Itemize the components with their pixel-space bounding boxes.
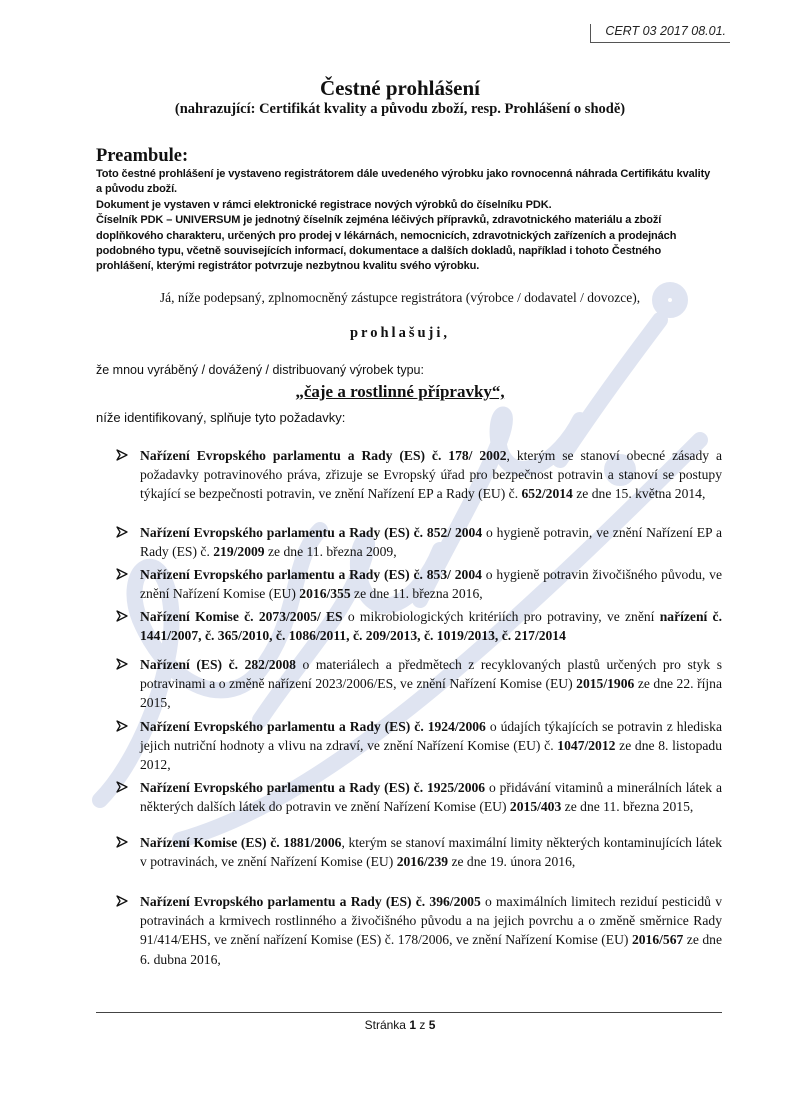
- regulation-item: [116, 607, 722, 645]
- arrow-bullet-icon: [116, 449, 128, 461]
- arrow-bullet-icon: [116, 610, 128, 622]
- regulation-ref: Nařízení (ES) č. 282/2008: [140, 657, 296, 672]
- regulation-ref: 652/2014: [521, 486, 573, 502]
- regulation-item: [116, 892, 722, 969]
- regulation-ref: Nařízení Komise (ES) č. 1881/2006: [140, 835, 342, 850]
- preamble-paragraph: Toto čestné prohlášení je vystaveno registrátorem dále uvedeného výrobku jako rovnocenná náhrada Certifikátu kvality a původu zboží.: [96, 168, 711, 196]
- regulation-text: [140, 892, 722, 969]
- regulation-desc: o údajích týkajících se potravin z hlediska jejich nutriční hodnoty a vlivu na zdraví, ve znění Nařízení Komise (EU) č.: [140, 719, 722, 754]
- regulation-item: [116, 778, 722, 816]
- regulation-ref: 2016/239: [396, 854, 449, 870]
- regulation-ref: Nařízení Evropského parlamentu a Rady (ES) č. 1924/2006: [140, 719, 486, 734]
- regulation-desc: ze dne 6. dubna 2016,: [140, 932, 722, 967]
- page-total: 5: [428, 1018, 436, 1032]
- regulation-desc: ze dne 11. března 2015,: [561, 799, 694, 815]
- requirements-intro: níže identifikovaný, splňuje tyto požadavky:: [96, 410, 346, 425]
- regulation-desc: o mikrobiologických kritériích pro potraviny, ve znění: [342, 609, 660, 624]
- page-footer: [0, 1018, 800, 1032]
- regulation-desc: o hygieně potravin, ve znění Nařízení EP a Rady (ES) č.: [140, 525, 722, 560]
- regulation-text: [140, 778, 722, 816]
- footer-divider: [96, 1012, 722, 1013]
- regulation-ref: nařízení č. 1441/2007, č. 365/2010, č. 1086/2011, č. 209/2013, č. 1019/2013, č. 217/2014: [140, 609, 722, 644]
- preamble-paragraph: Číselník PDK – UNIVERSUM je jednotný číselník zejména léčivých přípravků, zdravotnického materiálu a zboží doplňkového charakteru, určených pro prodej v lékárnách, nemocnicích, zdravotnických zařízeních a prodejnách podobného typu, včetně souvisejících informací, dokumentace a dalších dokladů, například i tohoto Čestného prohlášení, kterými registrátor potvrzuje nezbytnou kvalitu svého výrobku.: [96, 214, 677, 273]
- regulation-ref: 2015/1906: [576, 676, 635, 692]
- page-current: 1: [409, 1018, 416, 1032]
- arrow-bullet-icon: [116, 658, 128, 670]
- regulation-desc: ze dne 8. listopadu 2012,: [140, 738, 722, 773]
- intro-statement: Já, níže podepsaný, zplnomocněný zástupce registrátora (výrobce / dodavatel / dovozce),: [159, 290, 641, 305]
- regulation-item: [116, 523, 722, 561]
- arrow-bullet-icon: [116, 781, 128, 793]
- regulation-text: [140, 833, 722, 871]
- regulation-ref: Nařízení Evropského parlamentu a Rady (ES) č. 853/ 2004: [140, 567, 482, 582]
- regulation-desc: o materiálech a předmětech z recyklovaných plastů určených pro styk s potravinami a o změně nařízení 2023/2006/ES, ve znění Nařízení Komise (EU): [140, 657, 722, 692]
- regulation-desc: ze dne 11. března 2016,: [350, 586, 483, 602]
- regulation-ref: 1047/2012: [557, 738, 616, 754]
- regulation-desc: ze dne 22. října 2015,: [140, 676, 722, 711]
- regulation-text: [140, 446, 722, 504]
- regulation-desc: , kterým se stanoví maximální limity některých kontaminujících látek v potravinách, ve znění Nařízení Komise (EU): [140, 835, 722, 870]
- regulation-text: [140, 607, 722, 645]
- regulation-ref: Nařízení Evropského parlamentu a Rady (ES) č. 178/ 2002: [140, 448, 507, 463]
- regulation-item: [116, 655, 722, 713]
- arrow-bullet-icon: [116, 568, 128, 580]
- regulation-ref: 219/2009: [213, 544, 265, 560]
- regulation-text: [140, 717, 722, 775]
- regulation-ref: Nařízení Komise č. 2073/2005/ ES: [140, 609, 343, 624]
- preamble-heading: Preambule:: [96, 146, 189, 166]
- regulation-desc: ze dne 11. března 2009,: [264, 544, 397, 560]
- arrow-bullet-icon: [116, 526, 128, 538]
- page-sep: z: [419, 1018, 426, 1032]
- regulation-text: [140, 523, 722, 561]
- regulation-ref: Nařízení Evropského parlamentu a Rady (ES) č. 396/2005: [140, 894, 481, 909]
- regulation-desc: ze dne 15. května 2014,: [572, 486, 706, 502]
- regulation-ref: 2015/403: [509, 799, 562, 815]
- regulation-text: [140, 565, 722, 603]
- regulation-desc: o přidávání vitaminů a minerálních látek a některých dalších látek do potravin ve znění Nařízení Komise (EU): [140, 780, 722, 815]
- arrow-bullet-icon: [116, 895, 128, 907]
- regulation-item: [116, 446, 722, 504]
- regulation-item: [116, 717, 722, 775]
- regulation-ref: 2016/355: [299, 586, 351, 602]
- declaration-word: prohlašuji,: [349, 325, 451, 341]
- regulation-desc: o maximálních limitech reziduí pesticidů v potravinách a krmivech rostlinného a živočišného původu a na jejich povrchu a o změně směrnice Rady 91/414/EHS, ve znění nařízení Komise (ES) č. 178/2006, ve znění Nařízení Komise (EU): [140, 894, 722, 948]
- preamble-paragraph: Dokument je vystaven v rámci elektronické registrace nových výrobků do číselníku PDK.: [96, 198, 552, 211]
- arrow-bullet-icon: [116, 836, 128, 848]
- regulation-text: [140, 655, 722, 713]
- regulation-desc: o hygieně potravin živočišného původu, ve znění Nařízení Komise (EU): [140, 567, 722, 602]
- document-subtitle: (nahrazující: Certifikát kvality a původu zboží, resp. Prohlášení o shodě): [174, 101, 626, 117]
- arrow-bullet-icon: [116, 720, 128, 732]
- product-type: „čaje a rostlinné přípravky“,: [295, 382, 505, 401]
- preamble-body: [96, 167, 716, 275]
- regulation-item: [116, 565, 722, 603]
- regulation-ref: 2016/567: [631, 932, 684, 948]
- regulation-desc: , kterým se stanoví obecné zásady a požadavky potravinového práva, zřizuje se Evropský úřad pro bezpečnost potravin a stanoví se postupy týkající se bezpečnosti potravin, ve znění Nařízení EP a Rady (EU) č.: [140, 448, 722, 502]
- regulation-desc: ze dne 19. února 2016,: [448, 854, 576, 870]
- regulation-ref: Nařízení Evropského parlamentu a Rady (ES) č. 1925/2006: [140, 780, 486, 795]
- regulation-ref: Nařízení Evropského parlamentu a Rady (ES) č. 852/ 2004: [140, 525, 483, 540]
- page-label: Stránka: [364, 1018, 406, 1032]
- product-type-line: že mnou vyráběný / dovážený / distribuovaný výrobek typu:: [96, 363, 424, 377]
- document-code: CERT 03 2017 08.01.: [590, 24, 730, 43]
- regulation-item: [116, 833, 722, 871]
- document-title: Čestné prohlášení: [319, 76, 481, 100]
